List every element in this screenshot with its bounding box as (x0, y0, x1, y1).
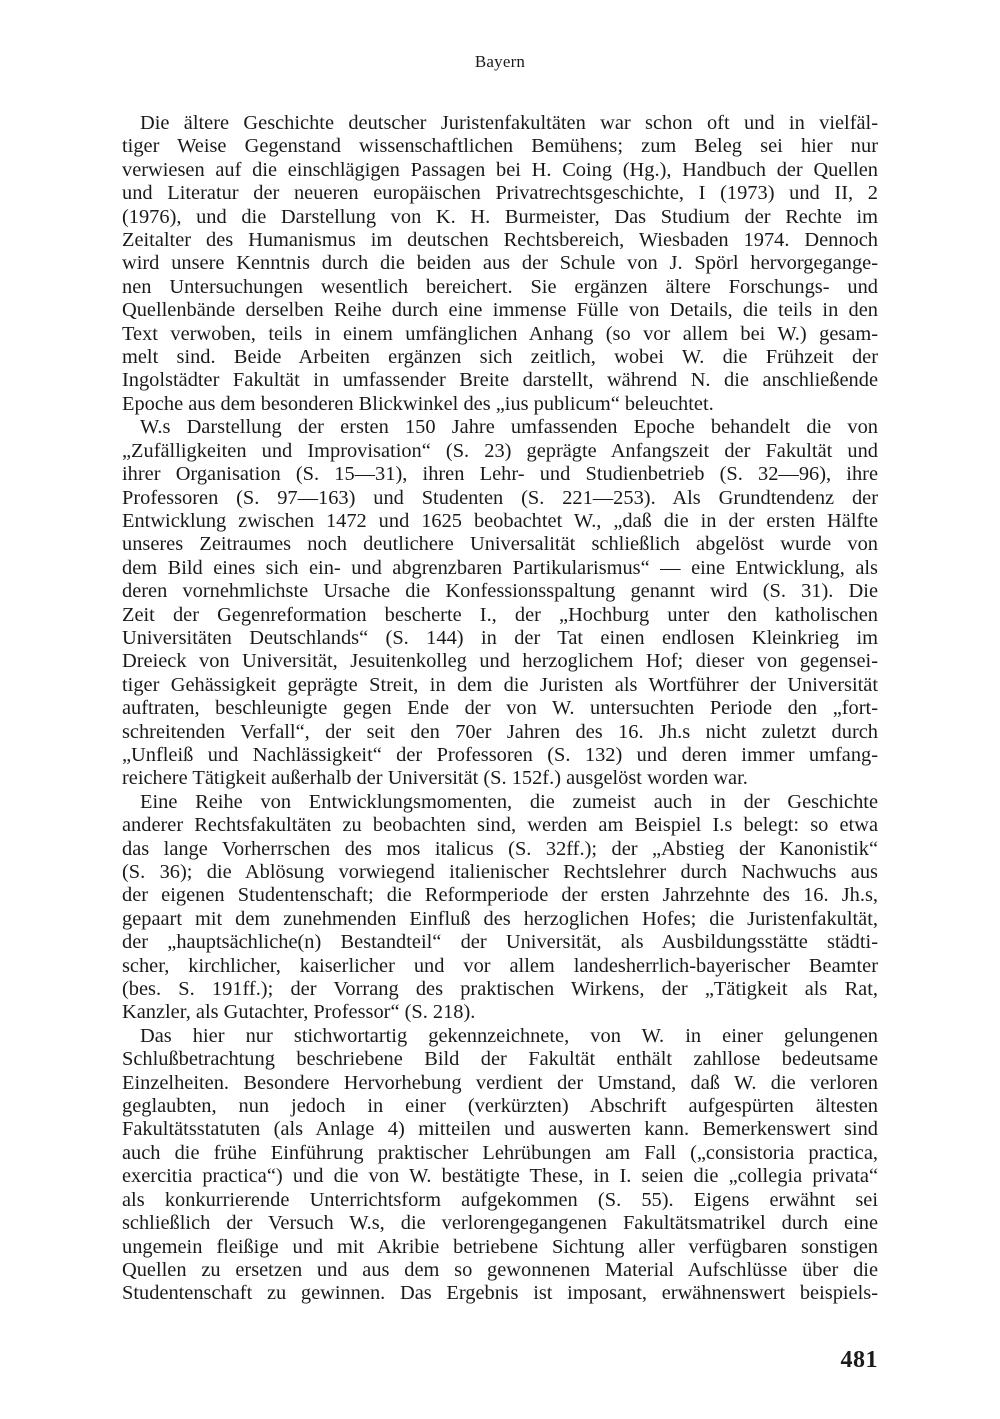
text-line: (bes. S. 191ff.); der Vorrang des praktischen Wirkens, der „Tätigkeit als Rat, (122, 978, 878, 1001)
text-line: Zeit der Gegenreformation bescherte I., der „Hochburg unter den katholischen (122, 603, 878, 626)
text-line: Kanzler, als Gutachter, Professor“ (S. 218). (122, 1001, 476, 1024)
text-line: tiger Weise Gegenstand wissenschaftlichen Bemühens; zum Beleg sei hier nur (122, 135, 878, 158)
text-line: geglaubten, nun jedoch in einer (verkürzten) Abschrift aufgespürten ältesten (122, 1095, 878, 1118)
text-line: Eine Reihe von Entwicklungsmomenten, die zumeist auch in der Geschichte (140, 790, 878, 813)
body-text (122, 112, 878, 1306)
text-line: als konkurrierende Unterrichtsform aufgekommen (S. 55). Eigens erwähnt sei (122, 1188, 878, 1211)
text-line: ihrer Organisation (S. 15—31), ihren Lehr- und Studienbetrieb (S. 32—96), ihre (122, 463, 878, 486)
text-line: Einzelheiten. Besondere Hervorhebung verdient der Umstand, daß W. die verloren (122, 1071, 878, 1094)
text-line: (S. 36); die Ablösung vorwiegend italienischer Rechtslehrer durch Nachwuchs aus (122, 861, 878, 883)
text-line: Epoche aus dem besonderen Blickwinkel des „ius publicum“ beleuchtet. (122, 392, 714, 415)
text-line: der eigenen Studentenschaft; die Reformperiode der ersten Jahrzehnte des 16. Jh.s, (122, 884, 878, 907)
text-line: schließlich der Versuch W.s, die verlorengegangenen Fakultätsmatrikel durch eine (122, 1212, 878, 1235)
text-line: Universitäten Deutschlands“ (S. 144) in der Tat einen endlosen Kleinkrieg im (122, 626, 878, 649)
text-line: Zeitalter des Humanismus im deutschen Rechtsbereich, Wiesbaden 1974. Dennoch (122, 229, 878, 252)
text-line: scher, kirchlicher, kaiserlicher und vor allem landesherrlich-bayerischer Beamter (122, 954, 878, 977)
text-line: Quellenbände derselben Reihe durch eine immense Fülle von Details, die teils in den (122, 299, 878, 322)
text-line: auch die frühe Einführung praktischer Lehrübungen am Fall („consistoria practica, (122, 1141, 878, 1164)
paragraph (122, 416, 878, 791)
text-line: reichere Tätigkeit außerhalb der Universität (S. 152f.) ausgelöst worden war. (122, 767, 748, 790)
page-number: 481 (840, 1347, 878, 1373)
text-line: deren vornehmlichste Ursache die Konfessionsspaltung genannt wird (S. 31). Die (122, 580, 878, 603)
text-line: Das hier nur stichwortartig gekennzeichnete, von W. in einer gelungenen (140, 1024, 878, 1047)
text-line: das lange Vorherrschen des mos italicus (S. 32ff.); der „Abstieg der Kanonistik“ (122, 837, 878, 860)
text-line: W.s Darstellung der ersten 150 Jahre umfassenden Epoche behandelt die von (140, 416, 878, 439)
paragraph (122, 1025, 878, 1306)
text-line: exercitia practica“) und die von W. bestätigte These, in I. seien die „collegia privata“ (122, 1165, 878, 1188)
running-head: Bayern (474, 52, 526, 71)
text-line: tiger Gehässigkeit geprägte Streit, in dem die Juristen als Wortführer der Universität (122, 673, 878, 696)
text-line: „Zufälligkeiten und Improvisation“ (S. 23) geprägte Anfangszeit der Fakultät und (122, 439, 878, 462)
text-line: dem Bild eines sich ein- und abgrenzbaren Partikularismus“ — eine Entwicklung, als (122, 556, 878, 579)
text-line: Dreieck von Universität, Jesuitenkolleg und herzoglichem Hof; dieser von gegensei- (122, 650, 878, 673)
paragraph (122, 112, 878, 416)
text-line: unseres Zeitraumes noch deutlichere Universalität schließlich abgelöst wurde von (122, 533, 878, 556)
text-line: Text verwoben, teils in einem umfänglichen Anhang (so vor allem bei W.) gesam- (122, 322, 878, 345)
text-line: anderer Rechtsfakultäten zu beobachten sind, werden am Beispiel I.s belegt: so etwa (122, 814, 878, 837)
text-line: Quellen zu ersetzen und aus dem so gewonnenen Material Aufschlüsse über die (122, 1258, 878, 1281)
text-line: verwiesen auf die einschlägigen Passagen bei H. Coing (Hg.), Handbuch der Quellen (122, 158, 878, 181)
text-line: auftraten, beschleunigte gegen Ende der von W. untersuchten Periode den „fort- (122, 697, 878, 720)
text-line: (1976), und die Darstellung von K. H. Burmeister, Das Studium der Rechte im (122, 205, 878, 228)
text-line: der „hauptsächliche(n) Bestandteil“ der Universität, als Ausbildungsstätte städti- (122, 931, 878, 954)
text-line: Professoren (S. 97—163) und Studenten (S. 221—253). Als Grundtendenz der (122, 486, 878, 509)
text-line: Die ältere Geschichte deutscher Juristenfakultäten war schon oft und in vielfäl- (140, 112, 878, 134)
text-line: Schlußbetrachtung beschriebene Bild der Fakultät enthält zahllose bedeutsame (122, 1048, 878, 1071)
text-line: nen Untersuchungen wesentlich bereichert. Sie ergänzen ältere Forschungs- und (122, 275, 878, 298)
paragraph (122, 791, 878, 1025)
text-line: wird unsere Kenntnis durch die beiden aus der Schule von J. Spörl hervorgegange- (122, 252, 878, 275)
text-line: Studentenschaft zu gewinnen. Das Ergebnis ist imposant, erwähnenswert beispiels- (122, 1282, 878, 1305)
text-line: schreitenden Verfall“, der seit den 70er Jahren des 16. Jh.s nicht zuletzt durch (122, 720, 878, 743)
text-line: Entwicklung zwischen 1472 und 1625 beobachtet W., „daß die in der ersten Hälfte (122, 509, 878, 532)
text-line: Ingolstädter Fakultät in umfassender Breite darstellt, während N. die anschließende (122, 369, 878, 392)
text-line: „Unfleiß und Nachlässigkeit“ der Professoren (S. 132) und deren immer umfang- (122, 743, 878, 766)
text-line: Fakultätsstatuten (als Anlage 4) mitteilen und auswerten kann. Bemerkenswert sind (122, 1118, 878, 1141)
text-line: gepaart mit dem zunehmenden Einfluß des herzoglichen Hofes; die Juristenfakultät, (122, 907, 878, 930)
text-line: ungemein fleißige und mit Akribie betriebene Sichtung aller verfügbaren sonstigen (122, 1235, 878, 1258)
text-line: melt sind. Beide Arbeiten ergänzen sich zeitlich, wobei W. die Frühzeit der (122, 346, 878, 369)
text-line: und Literatur der neueren europäischen Privatrechtsgeschichte, I (1973) und II, 2 (122, 182, 878, 205)
